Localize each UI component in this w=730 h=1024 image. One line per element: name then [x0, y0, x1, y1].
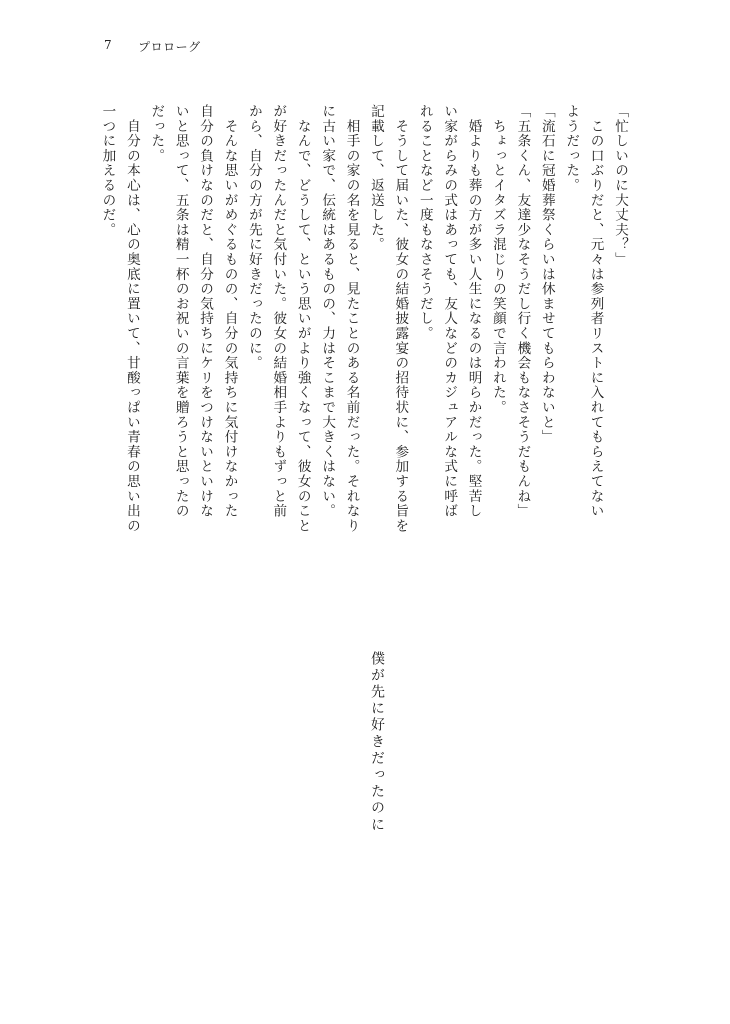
- text-line: 「流石に冠婚葬祭くらいは休ませてもらわないと」: [538, 104, 555, 445]
- text-line: そうして届いた、彼女の結婚披露宴の招待状に、参加する旨を: [392, 104, 409, 534]
- page-number: 7: [104, 38, 113, 52]
- text-line: そんな思いがめぐるものの、自分の気持ちに気付けなかった: [221, 104, 238, 519]
- text-line: 「忙しいのに大丈夫？」: [612, 104, 628, 267]
- story-title: 僕が先に好きだったのに: [369, 651, 385, 834]
- text-line: に古い家で、伝統はあるものの、力はそこまで大きくはない。: [319, 104, 336, 519]
- text-line: だった。: [148, 104, 165, 164]
- running-head: [104, 38, 201, 55]
- text-line: 記載して、返送した。: [367, 104, 384, 252]
- text-line: 婚よりも葬の方が多い人生になるのは明らかだった。堅苦し: [465, 104, 482, 519]
- text-line: 相手の家の名を見ると、見たことのある名前だった。それなり: [343, 104, 360, 534]
- text-line: この口ぶりだと、元々は参列者リストに入れてもらえてない: [587, 104, 604, 519]
- text-line: が好きだったんだと気付いた。彼女の結婚相手よりもずっと前: [270, 104, 287, 519]
- text-line: から、自分の方が先に好きだったのに。: [245, 104, 262, 371]
- body-text: [95, 104, 632, 534]
- text-line: 自分の本心は、心の奥底に置いて、甘酸っぱい青春の思い出の: [123, 104, 140, 534]
- section-title: プロローグ: [138, 40, 201, 54]
- text-line: いと思って、五条は精一杯のお祝いの言葉を贈ろうと思ったの: [172, 104, 189, 519]
- text-line: れることなど一度もなさそうだし。: [416, 104, 433, 341]
- text-line: 自分の負けなのだと、自分の気持ちにケリをつけないといけな: [197, 104, 214, 519]
- text-line: ようだった。: [563, 104, 580, 193]
- text-line: 「五条くん、友達少なそうだし行く機会もなさそうだもんね」: [514, 104, 531, 519]
- text-line: 一つに加えるのだ。: [99, 104, 116, 238]
- text-line: い家がらみの式はあっても、友人などのカジュアルな式に呼ば: [441, 104, 458, 519]
- text-line: ちょっとイタズラ混じりの笑顔で言われた。: [489, 104, 506, 415]
- text-line: なんで、どうして、という思いがより強くなって、彼女のこと: [294, 104, 311, 534]
